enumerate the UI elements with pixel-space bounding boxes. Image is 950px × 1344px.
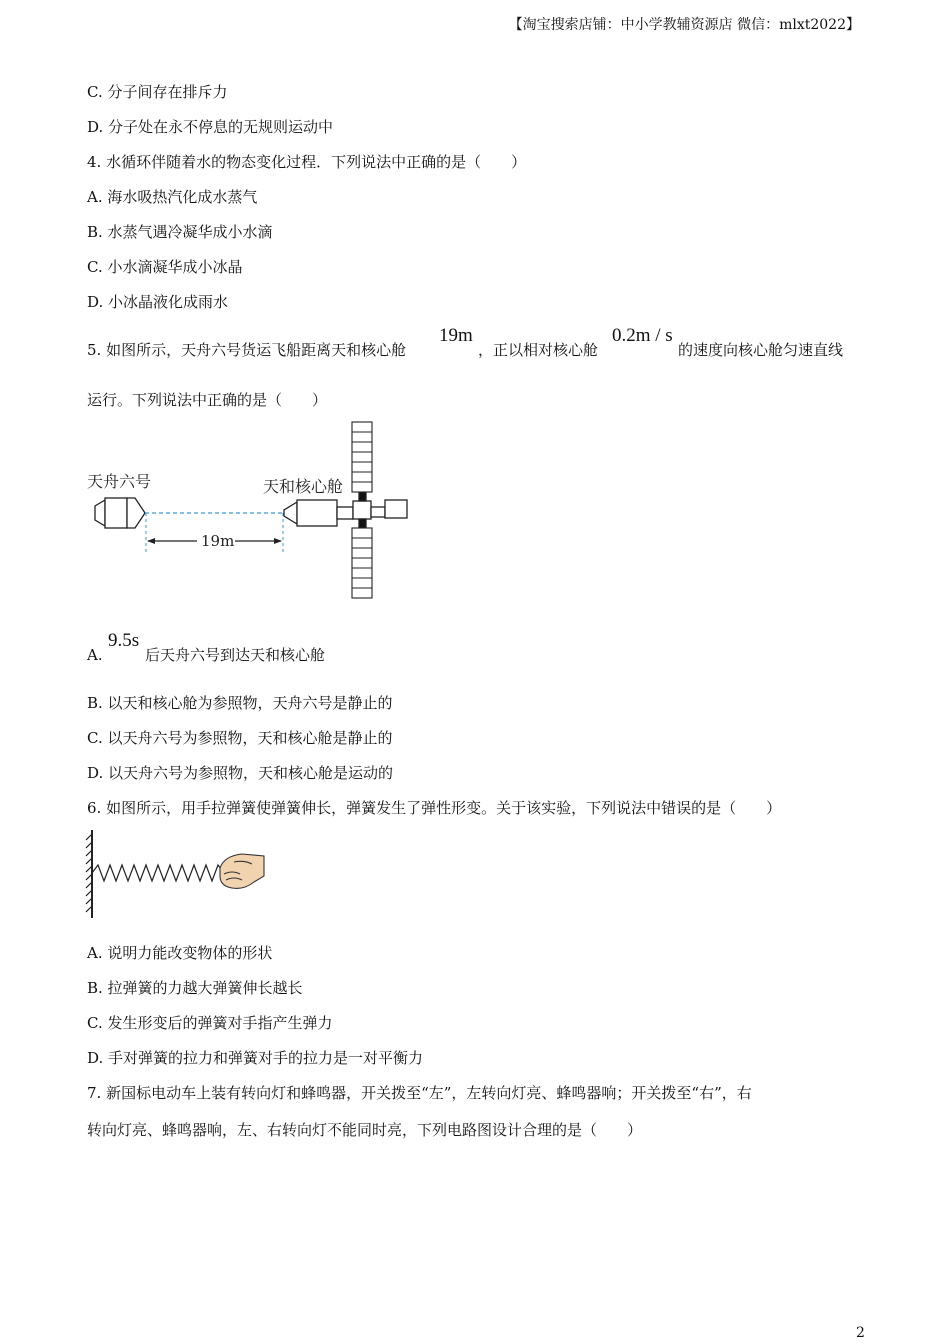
- q4-option-c: C. 小水滴凝华成小冰晶: [87, 258, 243, 276]
- q5-option-a-text: 后天舟六号到达天和核心舱: [145, 646, 326, 664]
- q5-stem-part2: ，正以相对核心舱: [478, 341, 599, 359]
- distance-label: 19m: [201, 532, 235, 550]
- q5-option-c: C. 以天舟六号为参照物，天和核心舱是静止的: [87, 729, 393, 747]
- q5-speed-value: 0.2m / s: [612, 325, 673, 346]
- spring-coil: [92, 865, 224, 881]
- q4-option-b: B. 水蒸气遇冷凝华成小水滴: [87, 223, 273, 241]
- spring-figure: [84, 828, 269, 920]
- page-number: 2: [856, 1325, 865, 1341]
- tianzhou-spacecraft: [95, 498, 145, 528]
- q7-stem-line2: 转向灯亮、蜂鸣器响，左、右转向灯不能同时亮，下列电路图设计合理的是（ ）: [87, 1121, 643, 1139]
- q5-stem-part3: 的速度向核心舱匀速直线: [678, 341, 844, 359]
- tianhe-label: 天和核心舱: [263, 477, 344, 496]
- q6-option-b: B. 拉弹簧的力越大弹簧伸长越长: [87, 979, 303, 997]
- solar-panel-bottom: [352, 528, 372, 598]
- q5-stem-part1: 5. 如图所示，天舟六号货运飞船距离天和核心舱: [87, 341, 407, 359]
- spacecraft-docking-figure: [85, 418, 415, 603]
- q5-option-b: B. 以天和核心舱为参照物，天舟六号是静止的: [87, 694, 393, 712]
- solar-panel-top: [352, 422, 372, 492]
- tianzhou-label: 天舟六号: [87, 472, 152, 491]
- q7-stem-line1: 7. 新国标电动车上装有转向灯和蜂鸣器，开关拨至“左”，左转向灯亮、蜂鸣器响；开关拨至“右”，右: [87, 1084, 752, 1102]
- q4-stem: 4. 水循环伴随着水的物态变化过程．下列说法中正确的是（ ）: [87, 153, 527, 171]
- q6-stem: 6. 如图所示，用手拉弹簧使弹簧伸长，弹簧发生了弹性形变。关于该实验，下列说法中错误的是（ ）: [87, 799, 782, 817]
- q5-option-a-prefix: A.: [87, 646, 103, 664]
- page-header: 【淘宝搜索店铺：中小学教辅资源店 微信：mlxt2022】: [508, 17, 860, 33]
- q4-option-d: D. 小冰晶液化成雨水: [87, 293, 229, 311]
- q5-distance-value: 19m: [439, 325, 473, 346]
- q3-option-c: C. 分子间存在排斥力: [87, 83, 228, 101]
- q5-stem-line2: 运行。下列说法中正确的是（ ）: [87, 391, 328, 409]
- q6-option-a: A. 说明力能改变物体的形状: [87, 944, 273, 962]
- q5-option-a-time: 9.5s: [108, 630, 140, 651]
- q6-option-c: C. 发生形变后的弹簧对手指产生弹力: [87, 1014, 333, 1032]
- tianhe-module: [284, 492, 407, 528]
- q4-option-a: A. 海水吸热汽化成水蒸气: [87, 188, 258, 206]
- hand-icon: [220, 854, 264, 888]
- q6-option-d: D. 手对弹簧的拉力和弹簧对手的拉力是一对平衡力: [87, 1049, 424, 1067]
- q5-option-d: D. 以天舟六号为参照物，天和核心舱是运动的: [87, 764, 394, 782]
- q3-option-d: D. 分子处在永不停息的无规则运动中: [87, 118, 334, 136]
- wall-hatch: [86, 830, 92, 918]
